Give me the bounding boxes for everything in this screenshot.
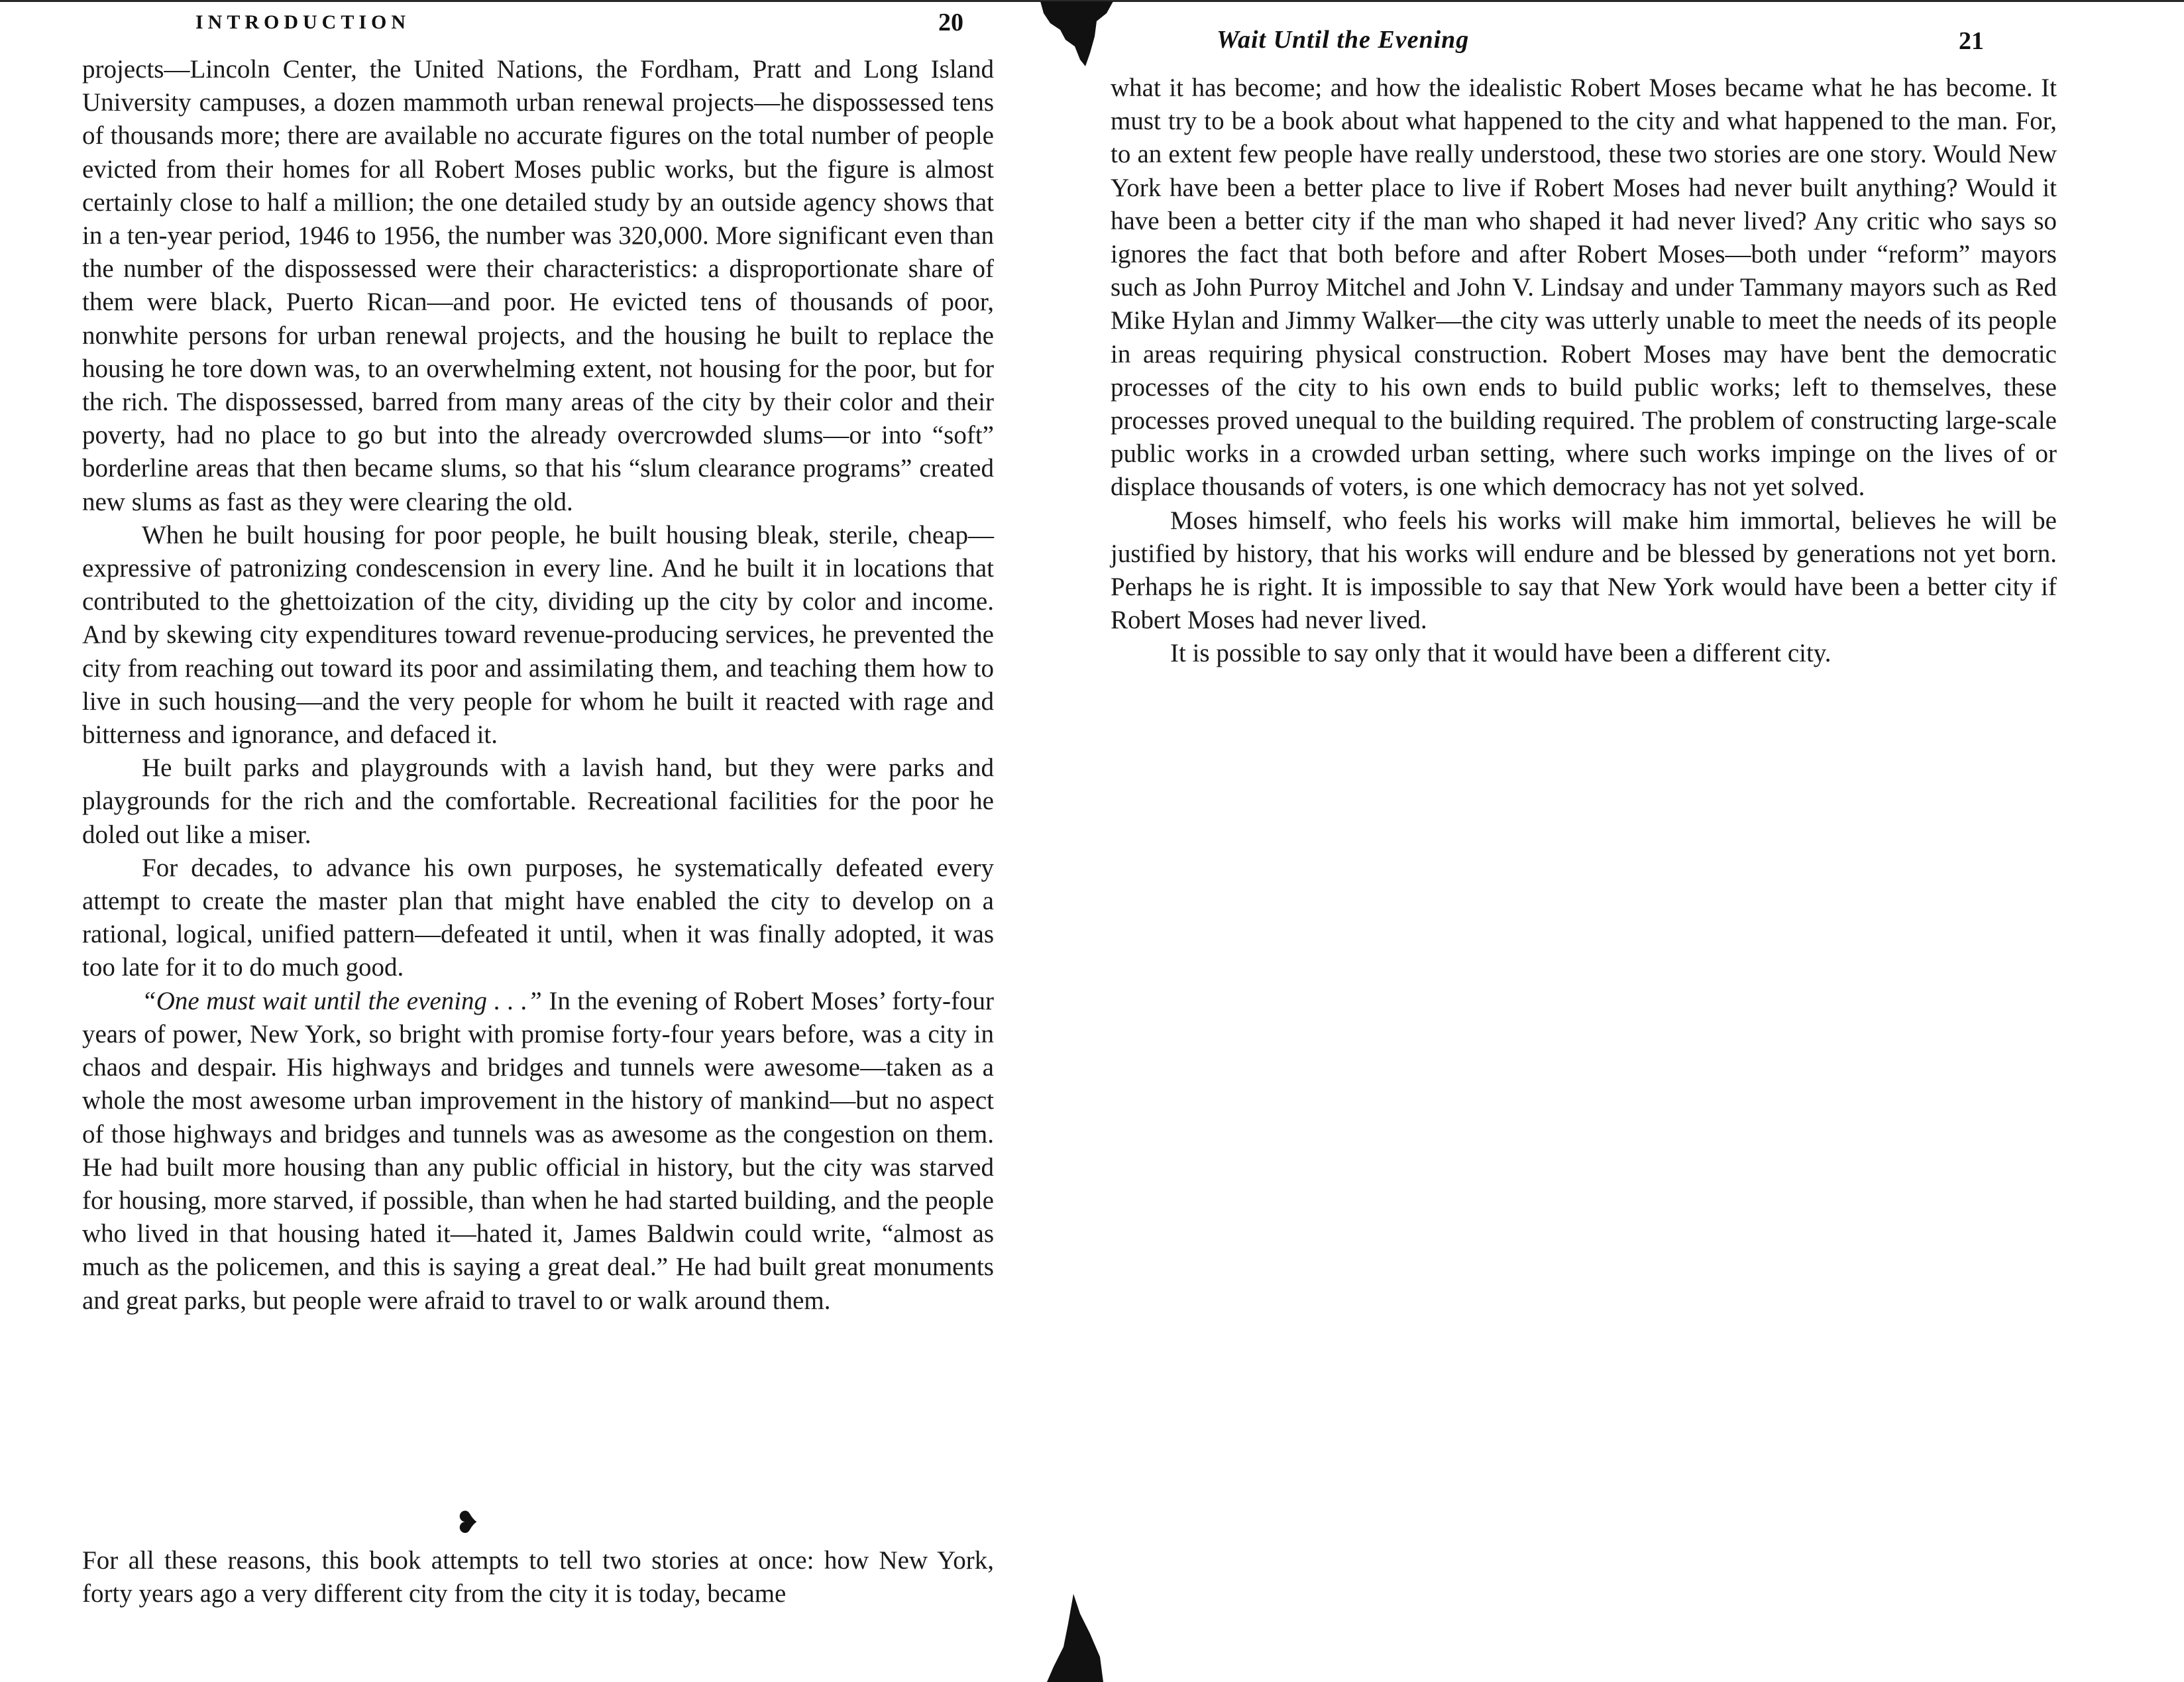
section-break-ornament: ❥ bbox=[455, 1506, 480, 1540]
page-number-right: 21 bbox=[1959, 27, 1984, 55]
paragraph: For decades, to advance his own purposes, he systematically defeated every attempt to create the master plan that might have enabled the city to develop on a rational, logical, unified pattern—defeated it until, when it was finally adopted, it was too late for it to do much good. bbox=[82, 853, 994, 982]
paragraph bbox=[82, 985, 994, 1318]
paragraph: When he built housing for poor people, he built housing bleak, sterile, cheap—expressive of patronizing condescension in every line. And he built it in locations that contributed to the ghettoization of the city, dividing up the city by color and income. And by skewing city expenditures toward revenue-producing services, he prevented the city from reaching out toward its poor and assimilating them, and teaching them how to live in such housing—and the very people for whom he built it reacted with rage and bitterness and ignorance, and defaced it. bbox=[82, 520, 994, 750]
page-number-left: 20 bbox=[938, 9, 963, 36]
running-head-left: INTRODUCTION bbox=[195, 11, 411, 33]
paragraph: For all these reasons, this book attempts to tell two stories at once: how New York, forty years ago a very different city from the city it is today, became bbox=[82, 1546, 994, 1608]
left-body-text bbox=[82, 53, 994, 1318]
left-page bbox=[0, 0, 1034, 1682]
paragraph: projects—Lincoln Center, the United Nations, the Fordham, Pratt and Long Island University campuses, a dozen mammoth urban renewal projects—he dispossessed tens of thousands more; there are available no accurate figures on the total number of people evicted from their homes for all Robert Moses public works, but the figure is almost certainly close to half a million; the one detailed study by an outside agency shows that in a ten-year period, 1946 to 1956, the number was 320,000. More significant even than the number of the dispossessed were their characteristics: a disproportionate share of them were black, Puerto Rican—and poor. He evicted tens of thousands of poor, nonwhite persons for urban renewal projects, and the housing he built to replace the housing he tore down was, to an overwhelming extent, not housing for the poor, but for the rich. The dispossessed, barred from many areas of the city by their color and their poverty, had no place to go but into the already overcrowded slums—or into “soft” borderline areas that then became slums, so that his “slum clearance programs” created new slums as fast as they were clearing the old. bbox=[82, 55, 994, 516]
right-page bbox=[1034, 0, 2184, 1682]
scan-ink-blot-top bbox=[1034, 0, 1126, 73]
scan-ink-blot-bottom bbox=[1034, 1594, 1107, 1682]
right-body-text bbox=[1111, 72, 2057, 671]
epigraph-quote: “One must wait until the evening . . .” bbox=[142, 986, 542, 1015]
left-body-text-after-break bbox=[82, 1544, 994, 1610]
paragraph-body: In the evening of Robert Moses’ forty-four years of power, New York, so bright with promise forty-four years before, was a city in chaos and despair. His highways and bridges and tunnels were awesome—taken as a whole the most awesome urban improvement in the history of mankind—but no aspect of those highways and bridges and tunnels was as awesome as the congestion on them. He had built more housing than any public official in history, but the city was starved for housing, more starved, if possible, than when he had started building, and the people who lived in that housing hated it—hated it, James Baldwin could write, “almost as much as the policemen, and this is saying a great deal.” He had built great monuments and great parks, but people were afraid to travel to or walk around them. bbox=[82, 986, 994, 1315]
paragraph: He built parks and playgrounds with a lavish hand, but they were parks and playgrounds for the rich and the comfortable. Recreational facilities for the poor he doled out like a miser. bbox=[82, 754, 994, 849]
paragraph: Moses himself, who feels his works will make him immortal, believes he will be justified by history, that his works will endure and be blessed by generations not yet born. Perhaps he is right. It is impossible to say that New York would have been a better city if Robert Moses had never lived. bbox=[1111, 506, 2057, 635]
running-head-right: Wait Until the Evening bbox=[1217, 26, 1470, 54]
paragraph: It is possible to say only that it would have been a different city. bbox=[1170, 639, 1831, 668]
paragraph: what it has become; and how the idealistic Robert Moses became what he has become. It must try to be a book about what happened to the city and what happened to the man. For, to an extent few people have really understood, these two stories are one story. Would New York have been a better place to live if Robert Moses had never built anything? Would it have been a better city if the man who shaped it had never lived? Any critic who says so ignores the fact that both before and after Robert Moses—both under “reform” mayors such as John Purroy Mitchel and John V. Lindsay and under Tammany mayors such as Red Mike Hylan and Jimmy Walker—the city was utterly unable to meet the needs of its people in areas requiring physical construction. Robert Moses may have bent the democratic processes of the city to his own ends to build public works; left to themselves, these processes proved unequal to the building required. The problem of constructing large-scale public works in a crowded urban setting, where such works impinge on the lives of or displace thousands of voters, is one which democracy has not yet solved. bbox=[1111, 74, 2057, 502]
